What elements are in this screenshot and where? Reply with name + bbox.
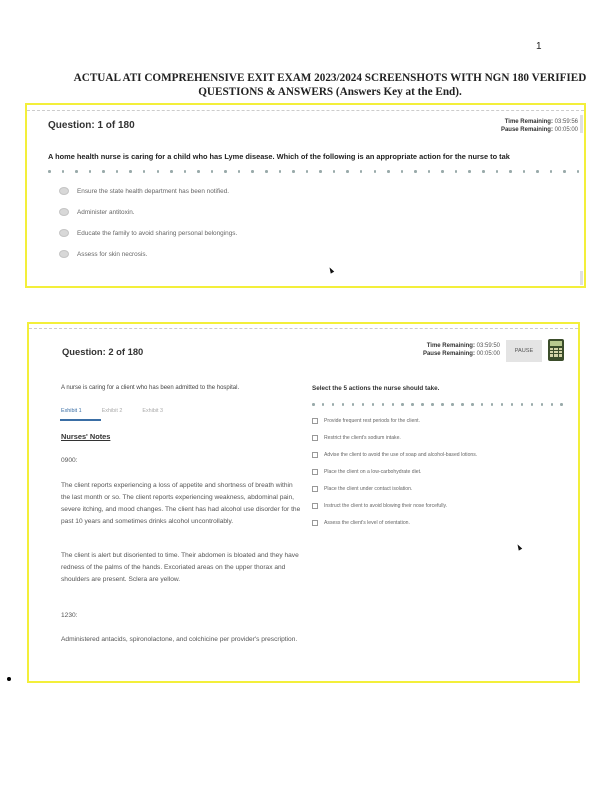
question-counter: Question: 1 of 180 bbox=[48, 120, 135, 131]
scrollbar[interactable] bbox=[580, 271, 583, 285]
timer-panel bbox=[423, 343, 500, 358]
exhibit-tabs bbox=[61, 408, 183, 414]
pause-button[interactable]: PAUSE bbox=[506, 340, 542, 362]
tab-exhibit-2[interactable]: Exhibit 2 bbox=[101, 408, 123, 414]
note-time-0900: 0900: bbox=[61, 457, 78, 464]
tab-exhibit-1[interactable]: Exhibit 1 bbox=[61, 408, 82, 414]
note-paragraph-3: Administered antacids, spironolactone, and colchicine per provider's prescription. bbox=[61, 636, 298, 643]
radio-button[interactable] bbox=[59, 229, 69, 237]
timer-panel bbox=[501, 119, 578, 134]
mouse-cursor-icon bbox=[516, 543, 522, 550]
answer-option-label: Educate the family to avoid sharing personal belongings. bbox=[77, 229, 238, 237]
scrollbar[interactable] bbox=[580, 115, 583, 133]
action-option-label: Place the client on a low-carbohydrate diet. bbox=[324, 469, 422, 475]
checkbox[interactable] bbox=[312, 452, 318, 458]
time-remaining-value: 03:59:56 bbox=[554, 119, 578, 125]
scenario-intro: A nurse is caring for a client who has been admitted to the hospital. bbox=[61, 385, 240, 391]
time-remaining-value: 03:59:50 bbox=[476, 343, 500, 349]
action-option-label: Instruct the client to avoid blowing their nose forcefully. bbox=[324, 503, 448, 509]
time-remaining-label: Time Remaining: bbox=[504, 119, 553, 125]
pause-remaining-value: 00:05:00 bbox=[554, 126, 578, 133]
document-title: ACTUAL ATI COMPREHENSIVE EXIT EXAM 2023/2024 SCREENSHOTS WITH NGN 180 VERIFIED QUESTIONS & ANSWERS (Answers Key at the End). bbox=[73, 72, 587, 98]
action-option-label: Provide frequent rest periods for the client. bbox=[324, 418, 420, 424]
calculator-icon[interactable] bbox=[548, 339, 564, 361]
action-option-label: Assess the client's level of orientation. bbox=[324, 520, 410, 526]
checkbox[interactable] bbox=[312, 520, 318, 526]
radio-button[interactable] bbox=[59, 187, 69, 195]
screenshot-question-2 bbox=[27, 322, 580, 683]
note-paragraph-2: The client is alert but disoriented to time. Their abdomen is bloated and they have redness of the palms of the hands. Excoriated areas on the upper thorax and shoulders are present. Sclera are yellow. bbox=[61, 552, 299, 583]
mouse-cursor-icon bbox=[328, 266, 334, 273]
divider bbox=[29, 328, 578, 329]
instruction-text: Select the 5 actions the nurse should take. bbox=[312, 385, 440, 392]
answer-option-label: Assess for skin necrosis. bbox=[77, 250, 148, 258]
action-option-5[interactable] bbox=[312, 486, 412, 492]
time-remaining-label: Time Remaining: bbox=[426, 343, 475, 349]
active-tab-indicator bbox=[60, 419, 101, 421]
checkbox[interactable] bbox=[312, 503, 318, 509]
divider bbox=[27, 110, 584, 111]
action-option-3[interactable] bbox=[312, 452, 477, 458]
checkbox[interactable] bbox=[312, 469, 318, 475]
action-option-label: Advise the client to avoid the use of soap and alcohol-based lotions. bbox=[324, 452, 478, 458]
action-option-1[interactable] bbox=[312, 418, 420, 424]
radio-button[interactable] bbox=[59, 208, 69, 216]
answer-option-label: Ensure the state health department has been notified. bbox=[77, 187, 230, 195]
list-bullet bbox=[7, 677, 11, 681]
question-counter: Question: 2 of 180 bbox=[62, 346, 144, 357]
action-option-6[interactable] bbox=[312, 503, 447, 509]
action-option-7[interactable] bbox=[312, 520, 410, 526]
action-option-label: Place the client under contact isolation. bbox=[324, 486, 413, 492]
answer-option-3[interactable] bbox=[59, 229, 237, 237]
nurses-notes-heading: Nurses' Notes bbox=[61, 432, 111, 441]
screenshot-question-1 bbox=[25, 103, 586, 288]
progress-dots bbox=[48, 170, 580, 173]
pause-remaining-value: 00:05:00 bbox=[476, 350, 500, 357]
checkbox[interactable] bbox=[312, 435, 318, 441]
answer-option-2[interactable] bbox=[59, 208, 135, 216]
answer-option-4[interactable] bbox=[59, 250, 147, 258]
page-number: 1 bbox=[536, 41, 542, 52]
action-option-2[interactable] bbox=[312, 435, 401, 441]
checkbox[interactable] bbox=[312, 418, 318, 424]
radio-button[interactable] bbox=[59, 250, 69, 258]
pause-remaining-label: Pause Remaining: bbox=[500, 126, 553, 133]
note-paragraph-1: The client reports experiencing a loss of appetite and shortness of breath within the last month or so. The client reports experiencing weakness, abdominal pain, severe itching, and mood changes. The client has had alcohol use disorder for the past 10 years and sometimes drinks alcohol uncontrollably. bbox=[61, 482, 301, 525]
note-time-1230: 1230: bbox=[61, 612, 78, 619]
question-text: A home health nurse is caring for a child who has Lyme disease. Which of the following is an appropriate action for the nurse to tak bbox=[48, 152, 510, 161]
progress-dots bbox=[312, 403, 563, 406]
action-option-label: Restrict the client's sodium intake. bbox=[324, 435, 401, 441]
checkbox[interactable] bbox=[312, 486, 318, 492]
answer-option-1[interactable] bbox=[59, 187, 229, 195]
action-option-4[interactable] bbox=[312, 469, 421, 475]
tab-exhibit-3[interactable]: Exhibit 3 bbox=[142, 408, 164, 414]
answer-option-label: Administer antitoxin. bbox=[77, 208, 135, 216]
pause-remaining-label: Pause Remaining: bbox=[422, 350, 475, 357]
